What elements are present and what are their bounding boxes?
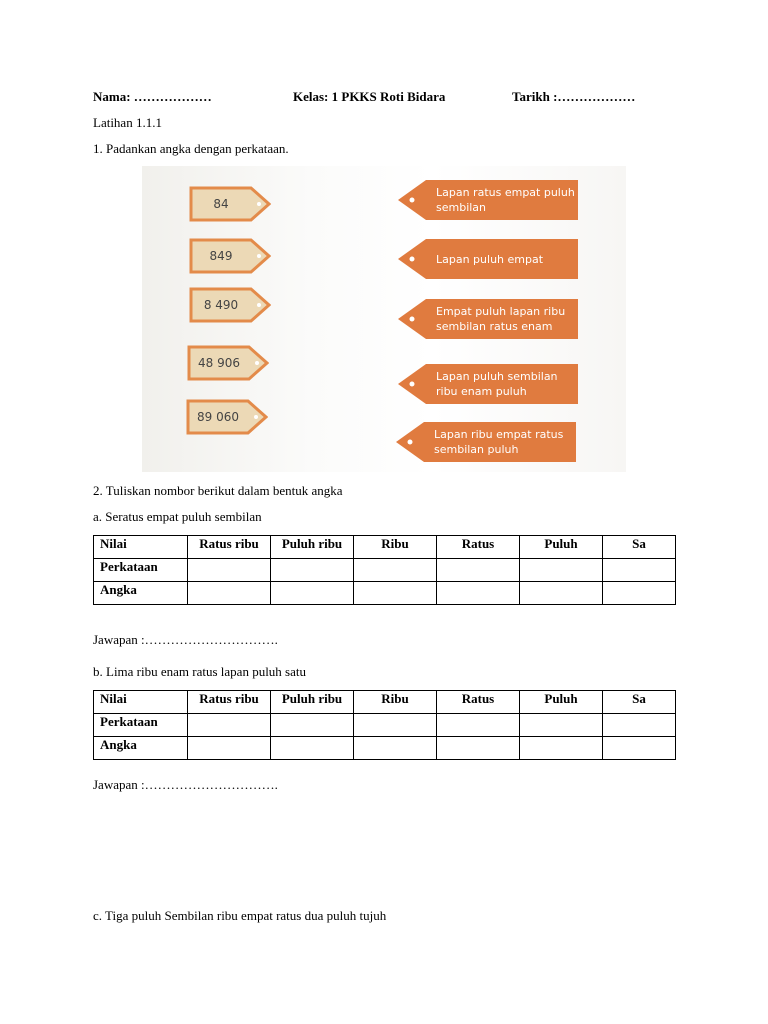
row-label: Perkataan (94, 559, 188, 582)
part-c-label: c. Tiga puluh Sembilan ribu empat ratus dua puluh tujuh (93, 908, 387, 923)
table-header-cell: Nilai (94, 691, 188, 714)
part-b-label: b. Lima ribu enam ratus lapan puluh satu (93, 664, 307, 679)
answer-cell[interactable] (437, 582, 520, 605)
row-label: Angka (94, 737, 188, 760)
answer-cell[interactable] (603, 714, 676, 737)
class-label: Kelas: 1 PKKS Roti Bidara (293, 89, 446, 104)
exercise-title: Latihan 1.1.1 (93, 115, 162, 130)
word-tag-text: Lapan ribu empat ratus sembilan puluh (434, 428, 564, 456)
answer-cell[interactable] (354, 714, 437, 737)
place-value-table-a (93, 535, 676, 605)
answer-cell[interactable] (437, 737, 520, 760)
answer-cell[interactable] (520, 737, 603, 760)
answer-cell[interactable] (437, 559, 520, 582)
number-tag-text: 89 060 (197, 410, 239, 424)
table-header-cell: Puluh ribu (271, 691, 354, 714)
answer-line-b[interactable]: Jawapan :…………………………. (93, 777, 278, 792)
table-header-cell: Ribu (354, 691, 437, 714)
number-tag (187, 345, 269, 381)
matching-picture (142, 166, 626, 472)
word-tag (396, 237, 580, 281)
number-tag-text: 849 (209, 249, 233, 263)
table-header-cell: Puluh (520, 536, 603, 559)
answer-cell[interactable] (520, 582, 603, 605)
number-tag (189, 238, 271, 274)
answer-cell[interactable] (603, 582, 676, 605)
answer-cell[interactable] (271, 714, 354, 737)
number-tag (189, 186, 271, 222)
number-tag-text: 84 (213, 197, 229, 211)
word-tag-text: Lapan puluh empat (436, 252, 544, 266)
word-tag (396, 178, 580, 222)
answer-cell[interactable] (603, 737, 676, 760)
table-header-cell: Ratus ribu (188, 536, 271, 559)
row-label: Angka (94, 582, 188, 605)
table-header-cell: Puluh (520, 691, 603, 714)
table-row (94, 737, 676, 760)
table-row (94, 559, 676, 582)
table-header-cell: Nilai (94, 536, 188, 559)
name-field-label[interactable]: Nama: ……………… (93, 89, 212, 104)
number-tag (186, 399, 268, 435)
answer-cell[interactable] (520, 559, 603, 582)
answer-cell[interactable] (354, 582, 437, 605)
table-header-row (94, 691, 676, 714)
table-header-cell: Ratus ribu (188, 691, 271, 714)
part-a-label: a. Seratus empat puluh sembilan (93, 509, 262, 524)
question-2-prompt: 2. Tuliskan nombor berikut dalam bentuk angka (93, 483, 343, 498)
row-label: Perkataan (94, 714, 188, 737)
answer-cell[interactable] (188, 582, 271, 605)
word-tag (394, 420, 578, 464)
number-tag-text: 8 490 (203, 298, 239, 312)
date-field-label[interactable]: Tarikh :……………… (512, 89, 636, 104)
answer-cell[interactable] (188, 737, 271, 760)
number-tag-text: 48 906 (198, 356, 240, 370)
answer-cell[interactable] (354, 737, 437, 760)
table-row (94, 714, 676, 737)
answer-cell[interactable] (271, 582, 354, 605)
table-header-cell: Sa (603, 536, 676, 559)
table-header-row (94, 536, 676, 559)
answer-cell[interactable] (188, 714, 271, 737)
answer-cell[interactable] (271, 559, 354, 582)
number-tag (189, 287, 271, 323)
word-tag (396, 362, 580, 406)
table-header-cell: Ratus (437, 536, 520, 559)
answer-cell[interactable] (603, 559, 676, 582)
word-tag (396, 297, 580, 341)
answer-cell[interactable] (271, 737, 354, 760)
table-row (94, 582, 676, 605)
word-tag-text: Empat puluh lapan ribu sembilan ratus enam (436, 305, 566, 333)
answer-cell[interactable] (188, 559, 271, 582)
word-tag-text: Lapan puluh sembilan ribu enam puluh (436, 370, 558, 398)
answer-cell[interactable] (354, 559, 437, 582)
place-value-table-b (93, 690, 676, 760)
word-tag-text: Lapan ratus empat puluh sembilan (436, 186, 575, 214)
table-header-cell: Sa (603, 691, 676, 714)
table-header-cell: Ribu (354, 536, 437, 559)
answer-line-a[interactable]: Jawapan :…………………………. (93, 632, 278, 647)
table-header-cell: Ratus (437, 691, 520, 714)
answer-cell[interactable] (520, 714, 603, 737)
question-1-prompt: 1. Padankan angka dengan perkataan. (93, 141, 289, 156)
answer-cell[interactable] (437, 714, 520, 737)
table-header-cell: Puluh ribu (271, 536, 354, 559)
